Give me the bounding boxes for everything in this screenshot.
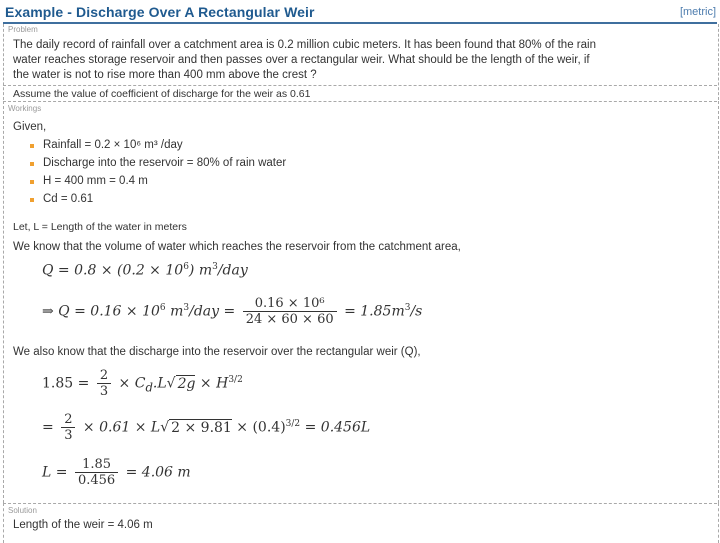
fraction: $\frac{2}{3}$ (97, 368, 111, 399)
problem-line-2: water reaches storage reservoir and then passes over a rectangular weir. What should be the length of the weir, if (13, 54, 590, 66)
bullet-icon (30, 162, 34, 166)
fraction: $\frac{1.85}{0.456}$ (75, 457, 118, 488)
problem-line-4: Assume the value of coefficient of discharge for the weir as 0.61 (13, 88, 311, 100)
bullet-icon (30, 180, 34, 184)
fraction: $\frac{2}{3}$ (61, 412, 75, 443)
know-line-1: We know that the volume of water which reaches the reservoir from the catchment area, (13, 241, 461, 253)
know-line-2: We also know that the discharge into the reservoir over the rectangular weir (Q), (13, 346, 421, 358)
fraction: $\frac{\text{0.16 × 10⁶}}{24 \times 60 \times 60}$ (243, 296, 337, 327)
workings-label: Workings (8, 104, 42, 113)
equation-1: $Q = 0.8 \times (0.2 \times 10^6)$ $m^3$/day (42, 262, 248, 279)
problem-line-1: The daily record of rainfall over a catchment area is 0.2 million cubic meters. It has been found that 80% of the rain (13, 39, 596, 51)
given-list (30, 139, 286, 211)
solution-text: Length of the weir = 4.06 m (13, 519, 153, 531)
solution-label: Solution (8, 506, 37, 515)
bullet-icon (30, 144, 34, 148)
problem-divider (3, 85, 717, 86)
let-line: Let, L = Length of the water in meters (13, 221, 187, 233)
list-item: Discharge into the reservoir = 80% of rain water (30, 157, 286, 175)
header (0, 0, 720, 22)
list-item: Rainfall = 0.2 × 10⁶ m³ /day (30, 139, 286, 157)
list-item: Cd = 0.61 (30, 193, 286, 211)
problem-label: Problem (8, 25, 38, 34)
problem-line-3: the water is not to rise more than 400 mm above the crest ? (13, 69, 317, 81)
bullet-icon (30, 198, 34, 202)
list-item: H = 400 mm = 0.4 m (30, 175, 286, 193)
metric-link[interactable]: [metric] (679, 6, 716, 18)
equation-5: L = $\frac{1.85}{0.456}$ = 4.06 m (42, 457, 191, 488)
equation-4: = $\frac{2}{3}$ × 0.61 × L√ $2 \times 9.81 \times (0.4)^{3/2} = 0.456L$ (42, 412, 371, 443)
given-text: Given, (13, 121, 47, 133)
equation-2: ⇒ $Q = 0.16 \times 10^6$ $m^3$/day = $\frac{\text{0.16 × 10⁶}}{24 \times 60 \times 60}$ = $1.85m^3/s$ (42, 296, 423, 327)
page-title: Example - Discharge Over A Rectangular Weir (5, 4, 315, 20)
equation-3: 1.85 = $\frac{2}{3}$ × $C_d.L√$ $2g \times H^{3/2}$ (42, 368, 243, 399)
